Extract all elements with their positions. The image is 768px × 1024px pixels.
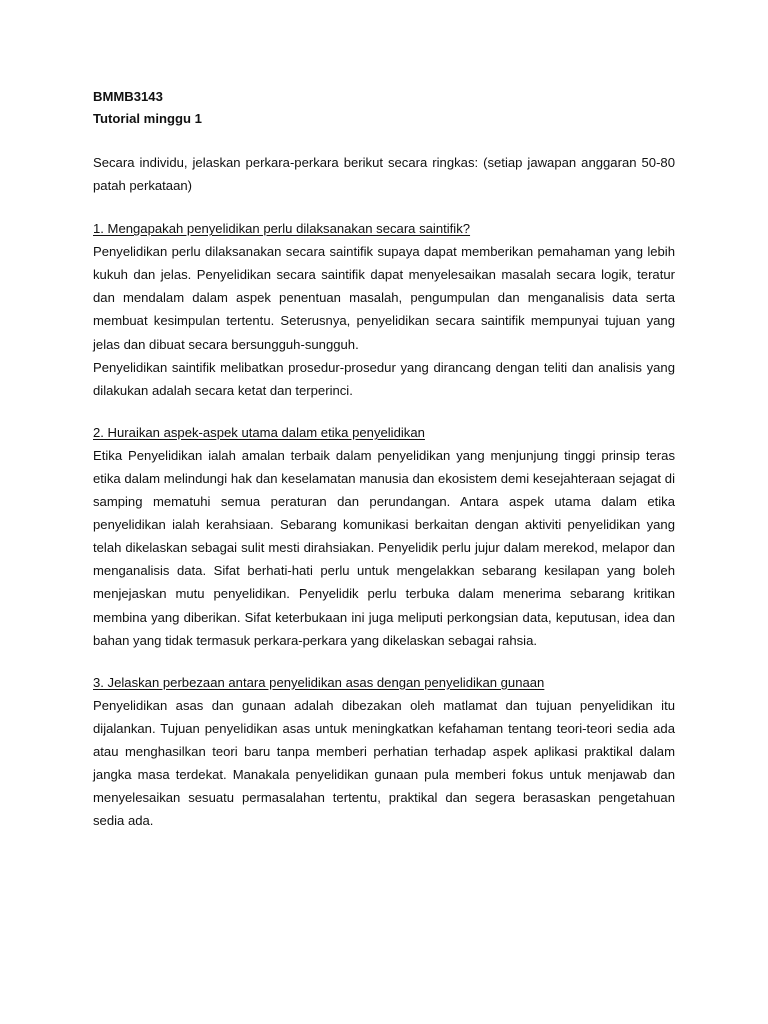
answer-paragraph: Etika Penyelidikan ialah amalan terbaik dalam penyelidikan yang menjunjung tinggi prinsip teras etika dalam melindungi hak dan keselamatan manusia dan ekosistem demi kesejahteraan sejagat di samping mematuhi semua peraturan dan perundangan. Antara aspek utama dalam etika penyelidikan ialah kerahsiaan. Sebarang komunikasi berkaitan dengan aktiviti penyelidikan yang telah dikelaskan sebagai sulit mesti dirahsiakan. Penyelidik perlu jujur dalam merekod, melapor dan menganalisis data. Sifat berhati-hati perlu untuk mengelakkan sebarang kesilapan yang boleh menjejaskan mutu penyelidikan. Penyelidik perlu terbuka dalam menerima sebarang kritikan membina yang diberikan. Sifat keterbukaan ini juga meliputi perkongsian data, keputusan, idea dan bahan yang tidak termasuk perkara-perkara yang dikelaskan sebagai rahsia. — [93, 447, 675, 648]
instruction-text: Secara individu, jelaskan perkara-perkara berikut secara ringkas: (setiap jawapan anggaran 50-80 patah perkataan) — [93, 155, 675, 194]
tutorial-title: Tutorial minggu 1 — [93, 111, 202, 126]
answer-paragraph: Penyelidikan asas dan gunaan adalah dibezakan oleh matlamat dan tujuan penyelidikan itu dijalankan. Tujuan penyelidikan asas untuk meningkatkan kefahaman tentang teori-teori sedia ada atau menghasilkan teori baru tanpa memberi perhatian terhadap aspek aplikasi praktikal dalam jangka masa terdekat. Manakala penyelidikan gunaan pula memberi fokus untuk menjawab dan menyelesaikan sesuatu permasalahan tertentu, praktikal dan segera berasaskan pengetahuan sedia ada. — [93, 697, 675, 829]
answer-paragraph: Penyelidikan perlu dilaksanakan secara saintifik supaya dapat memberikan pemahaman yang lebih kukuh dan jelas. Penyelidikan secara saintifik dapat menyelesaikan masalah secara logik, teratur dan mendalam dalam aspek penentuan masalah, pengumpulan dan menganalisis data serta membuat kesimpulan tertentu. Seterusnya, penyelidikan secara saintifik mempunyai tujuan yang jelas dan dibuat secara bersungguh-sungguh. — [93, 244, 675, 352]
question-heading: 2. Huraikan aspek-aspek utama dalam etika penyelidikan — [93, 424, 425, 440]
document-page — [93, 86, 675, 851]
question-section-1 — [93, 217, 675, 402]
question-heading: 3. Jelaskan perbezaan antara penyelidikan asas dengan penyelidikan gunaan — [93, 674, 545, 690]
answer-paragraph: Penyelidikan saintifik melibatkan prosedur-prosedur yang dirancang dengan teliti dan analisis yang dilakukan adalah secara ketat dan terperinci. — [93, 359, 675, 398]
question-heading: 1. Mengapakah penyelidikan perlu dilaksanakan secara saintifik? — [93, 221, 471, 237]
question-section-3 — [93, 671, 675, 833]
course-code: BMMB3143 — [93, 89, 163, 104]
question-section-2 — [93, 421, 675, 652]
